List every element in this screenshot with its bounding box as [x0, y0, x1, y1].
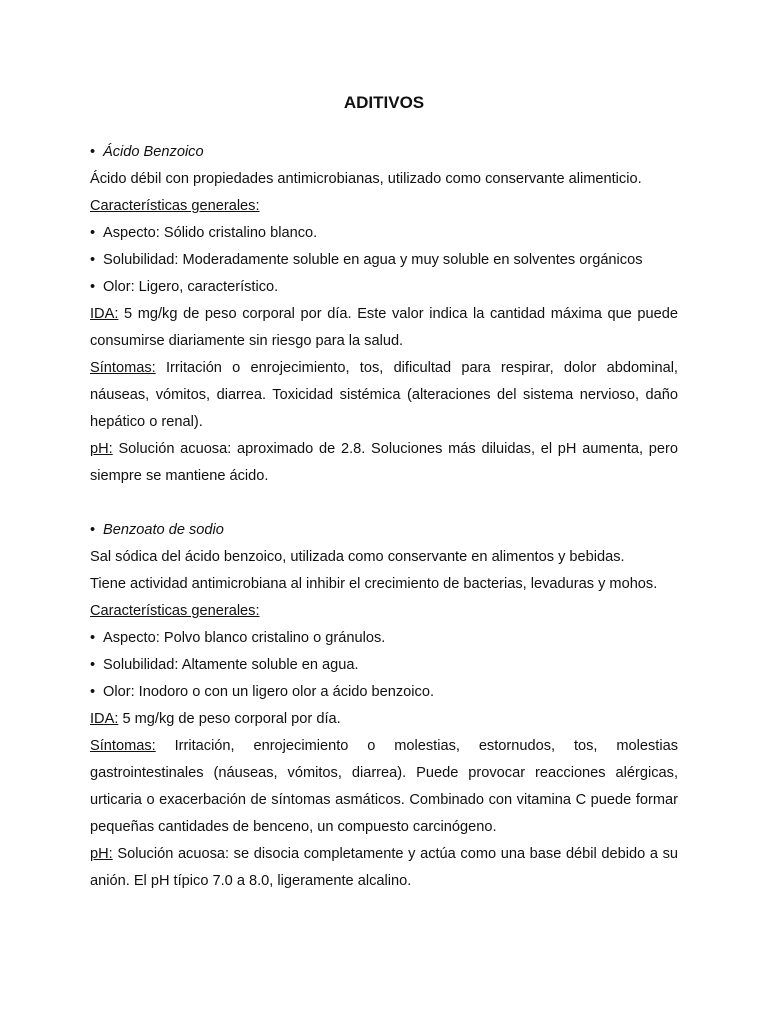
bullet-glyph: •	[90, 630, 96, 646]
list-item	[90, 220, 678, 247]
section-heading-text: Ácido Benzoico	[103, 144, 204, 160]
section-description: Tiene actividad antimicrobiana al inhibir el crecimiento de bacterias, levaduras y mohos.	[90, 576, 658, 592]
section-spacer	[90, 490, 678, 517]
ph-label: pH:	[90, 441, 113, 457]
ida-label: IDA:	[90, 306, 119, 322]
list-item	[90, 652, 678, 679]
section-description: Sal sódica del ácido benzoico, utilizada como conservante en alimentos y bebidas.	[90, 549, 625, 565]
characteristic-aspecto: Aspecto: Polvo blanco cristalino o gránulos.	[103, 630, 386, 646]
bullet-glyph: •	[90, 144, 96, 160]
bullet-glyph: •	[90, 522, 96, 538]
characteristic-solubilidad: Solubilidad: Moderadamente soluble en agua y muy soluble en solventes orgánicos	[103, 252, 643, 268]
ida-text: 5 mg/kg de peso corporal por día. Este valor indica la cantidad máxima que puede consumirse diariamente sin riesgo para la salud.	[90, 306, 678, 349]
sintomas-label: Síntomas:	[90, 738, 156, 754]
ph-paragraph	[90, 841, 678, 895]
section-benzoato-de-sodio	[90, 517, 678, 895]
sintomas-label: Síntomas:	[90, 360, 156, 376]
section-heading	[90, 139, 678, 166]
characteristic-olor: Olor: Ligero, característico.	[103, 279, 279, 295]
bullet-glyph: •	[90, 252, 96, 268]
sintomas-paragraph	[90, 355, 678, 436]
characteristics-label: Características generales:	[90, 603, 260, 619]
page-title: ADITIVOS	[343, 93, 425, 112]
ph-text: Solución acuosa: se disocia completamente y actúa como una base débil debido a su anión. El pH típico 7.0 a 8.0, ligeramente alcalino.	[90, 846, 678, 889]
bullet-glyph: •	[90, 657, 96, 673]
ida-paragraph	[90, 706, 678, 733]
characteristics-label: Características generales:	[90, 198, 260, 214]
characteristic-aspecto: Aspecto: Sólido cristalino blanco.	[103, 225, 318, 241]
bullet-glyph: •	[90, 279, 96, 295]
ida-label: IDA:	[90, 711, 119, 727]
ph-text: Solución acuosa: aproximado de 2.8. Soluciones más diluidas, el pH aumenta, pero siempre se mantiene ácido.	[90, 441, 678, 484]
list-item	[90, 247, 678, 274]
sintomas-paragraph	[90, 733, 678, 841]
section-heading	[90, 517, 678, 544]
section-description: Ácido débil con propiedades antimicrobianas, utilizado como conservante alimenticio.	[90, 171, 642, 187]
list-item	[90, 679, 678, 706]
ph-paragraph	[90, 436, 678, 490]
characteristic-solubilidad: Solubilidad: Altamente soluble en agua.	[103, 657, 359, 673]
bullet-glyph: •	[90, 225, 96, 241]
bullet-glyph: •	[90, 684, 96, 700]
section-acido-benzoico	[90, 139, 678, 490]
list-item	[90, 625, 678, 652]
sintomas-text: Irritación, enrojecimiento o molestias, estornudos, tos, molestias gastrointestinales (náuseas, vómitos, diarrea). Puede provocar reacciones alérgicas, urticaria o exacerbación de síntomas asmáticos. Combinado con vitamina C puede formar pequeñas cantidades de benceno, un compuesto carcinógeno.	[90, 738, 678, 835]
ida-text: 5 mg/kg de peso corporal por día.	[118, 711, 341, 727]
ida-paragraph	[90, 301, 678, 355]
section-heading-text: Benzoato de sodio	[103, 522, 224, 538]
document-body	[90, 139, 678, 895]
characteristic-olor: Olor: Inodoro o con un ligero olor a ácido benzoico.	[103, 684, 434, 700]
list-item	[90, 274, 678, 301]
ph-label: pH:	[90, 846, 113, 862]
sintomas-text: Irritación o enrojecimiento, tos, dificultad para respirar, dolor abdominal, náuseas, vómitos, diarrea. Toxicidad sistémica (alteraciones del sistema nervioso, daño hepático o renal).	[90, 360, 678, 430]
